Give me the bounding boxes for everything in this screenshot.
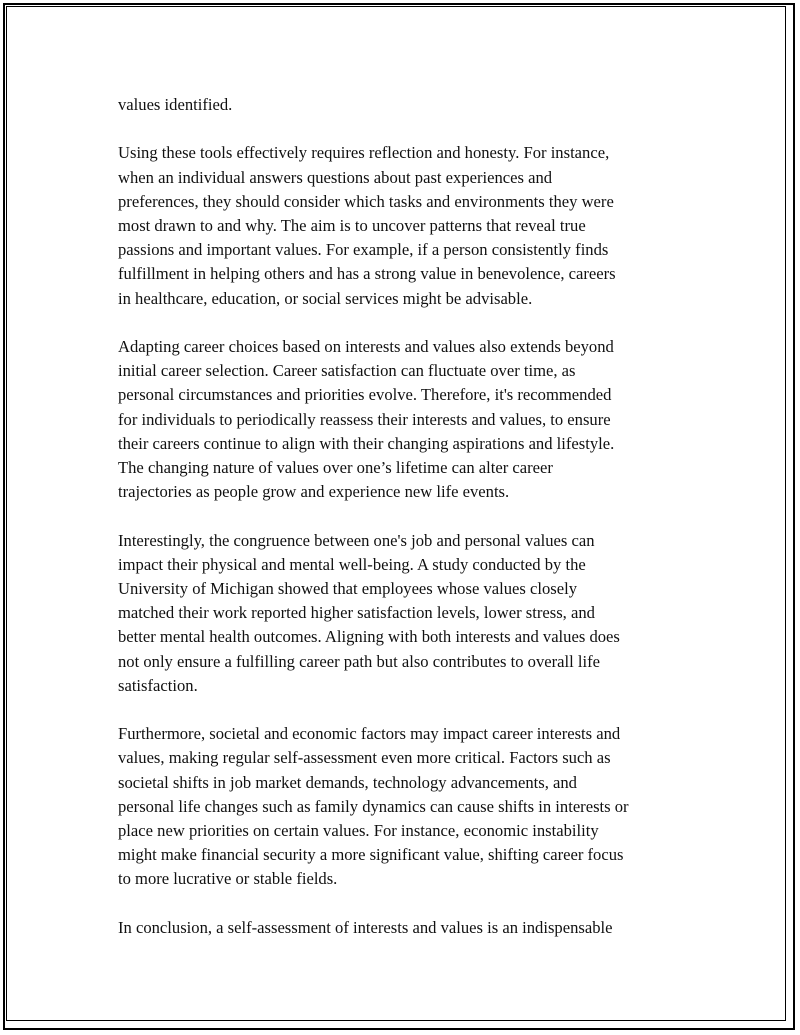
paragraph-societal-economic-factors: Furthermore, societal and economic factors may impact career interests and values, making regular self-assessment even more critical. Factors such as societal shifts in job market demands, technology advancements, and personal life changes such as family dynamics can cause shifts in interests or place new priorities on certain values. For instance, economic instability might make financial security a more significant value, shifting career focus to more lucrative or stable fields. [118, 724, 629, 889]
paragraph-values-congruence: Interestingly, the congruence between one's job and personal values can impact their physical and mental well-being. A study conducted by the University of Michigan showed that employees whose values closely matched their work reported higher satisfaction levels, lower stress, and better mental health outcomes. Aligning with both interests and values does not only ensure a fulfilling career path but also contributes to overall life satisfaction. [118, 530, 620, 695]
paragraph-using-tools: Using these tools effectively requires reflection and honesty. For instance, when an individual answers questions about past experiences and preferences, they should consider which tasks and environments they were most drawn to and why. The aim is to uncover patterns that reveal true passions and important values. For example, if a person consistently finds fulfillment in helping others and has a strong value in benevolence, careers in healthcare, education, or social services might be advisable. [118, 143, 616, 308]
document-body [118, 93, 693, 940]
paragraph-conclusion: In conclusion, a self-assessment of interests and values is an indispensable [118, 917, 613, 937]
paragraph-adapting-career-choices: Adapting career choices based on interests and values also extends beyond initial career selection. Career satisfaction can fluctuate over time, as personal circumstances and priorities evolve. Therefore, it's recommended for individuals to periodically reassess their interests and values, to ensure their careers continue to align with their changing aspirations and lifestyle. The changing nature of values over one’s lifetime can alter career trajectories as people grow and experience new life events. [118, 337, 615, 502]
paragraph-values-identified: values identified. [118, 95, 233, 114]
